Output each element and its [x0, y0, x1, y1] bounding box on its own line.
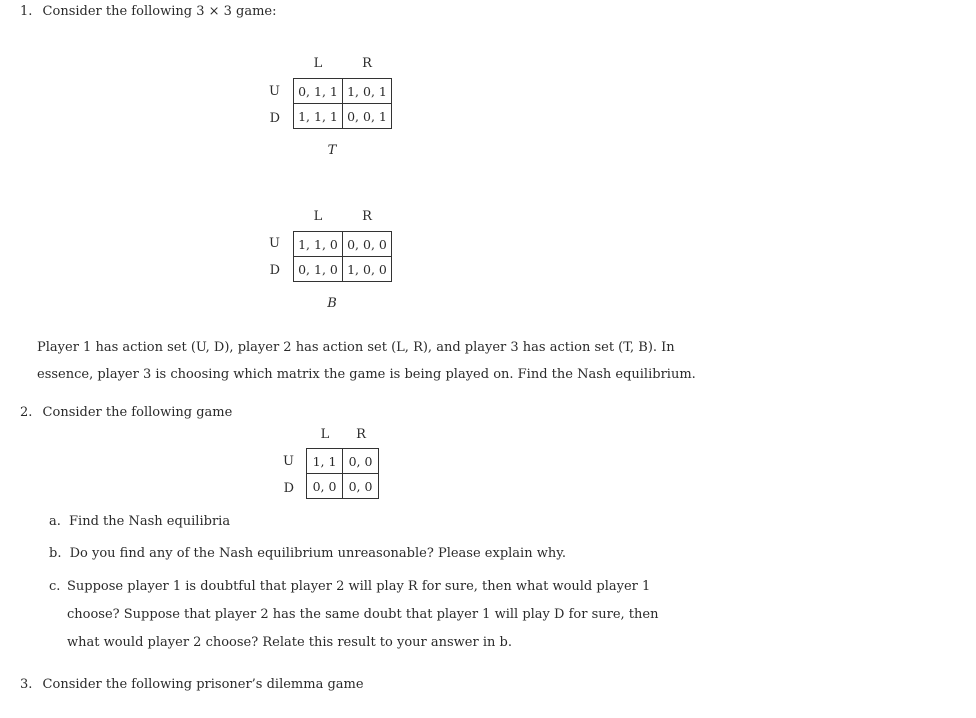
q1-paragraph-line-2: essence, player 3 is choosing which matrix the game is being played on. Find the Nash equilibrium.: [37, 367, 696, 382]
matrix-T-col-L: L: [313, 56, 323, 71]
q2-part-c-line-2: choose? Suppose that player 2 has the same doubt that player 1 will play D for sure, then: [67, 607, 659, 622]
q2-part-a: [49, 514, 230, 529]
q2-part-b-text: Do you find any of the Nash equilibrium unreasonable? Please explain why.: [69, 546, 566, 561]
matrix-B-col-R: R: [362, 209, 372, 224]
matrix-B-row-U: U: [269, 236, 280, 251]
q2-matrix-cell-UL: 1, 1: [307, 449, 343, 474]
matrix-T-cell-UL: 0, 1, 1: [294, 79, 343, 104]
matrix-T-row-U: U: [269, 84, 280, 99]
matrix-B-table: [293, 231, 392, 282]
q2-matrix-table: [306, 448, 379, 499]
q3-title: Consider the following prisoner’s dilemma game: [42, 677, 364, 692]
matrix-T-table: [293, 78, 392, 129]
q2-matrix-cell-UR: 0, 0: [343, 449, 379, 474]
q1-number: 1.: [20, 4, 33, 19]
q2-matrix-cell-DL: 0, 0: [307, 474, 343, 499]
q2-matrix-cell-DR: 0, 0: [343, 474, 379, 499]
matrix-T-name: T: [327, 143, 337, 158]
matrix-B-cell-UL: 1, 1, 0: [294, 232, 343, 257]
q2-number: 2.: [20, 405, 33, 420]
q2-matrix-col-L: L: [320, 427, 330, 442]
matrix-B-name: B: [327, 296, 337, 311]
q2-part-c-line-1: Suppose player 1 is doubtful that player 2 will play R for sure, then what would player 1: [67, 579, 651, 594]
matrix-T-cell-UR: 1, 0, 1: [343, 79, 392, 104]
matrix-T-col-R: R: [362, 56, 372, 71]
q2-part-c-line-3: what would player 2 choose? Relate this result to your answer in b.: [67, 635, 512, 650]
q2-matrix-row-D: D: [283, 481, 294, 496]
q2-title: Consider the following game: [42, 405, 233, 420]
q2-part-c-label: c.: [49, 579, 61, 594]
q2-part-a-text: Find the Nash equilibria: [69, 514, 231, 529]
q2-part-b-label: b.: [49, 546, 62, 561]
q2-part-a-label: a.: [49, 514, 61, 529]
q1-title: Consider the following 3 × 3 game:: [42, 4, 277, 19]
q3-number: 3.: [20, 677, 33, 692]
q3-heading: [20, 677, 364, 692]
q1-paragraph-line-1: Player 1 has action set (U, D), player 2 has action set (L, R), and player 3 has action set (T, B). In: [37, 340, 675, 355]
q2-matrix-row-U: U: [283, 454, 294, 469]
q2-heading: [20, 405, 232, 420]
matrix-B-cell-UR: 0, 0, 0: [343, 232, 392, 257]
q2-part-b: [49, 546, 566, 561]
matrix-B-cell-DL: 0, 1, 0: [294, 257, 343, 282]
matrix-T-row-D: D: [269, 111, 280, 126]
matrix-B-col-L: L: [313, 209, 323, 224]
q2-matrix-col-R: R: [356, 427, 366, 442]
q1-heading: [20, 4, 277, 19]
matrix-T-cell-DL: 1, 1, 1: [294, 104, 343, 129]
matrix-B-row-D: D: [269, 263, 280, 278]
matrix-B-cell-DR: 1, 0, 0: [343, 257, 392, 282]
matrix-T-cell-DR: 0, 0, 1: [343, 104, 392, 129]
